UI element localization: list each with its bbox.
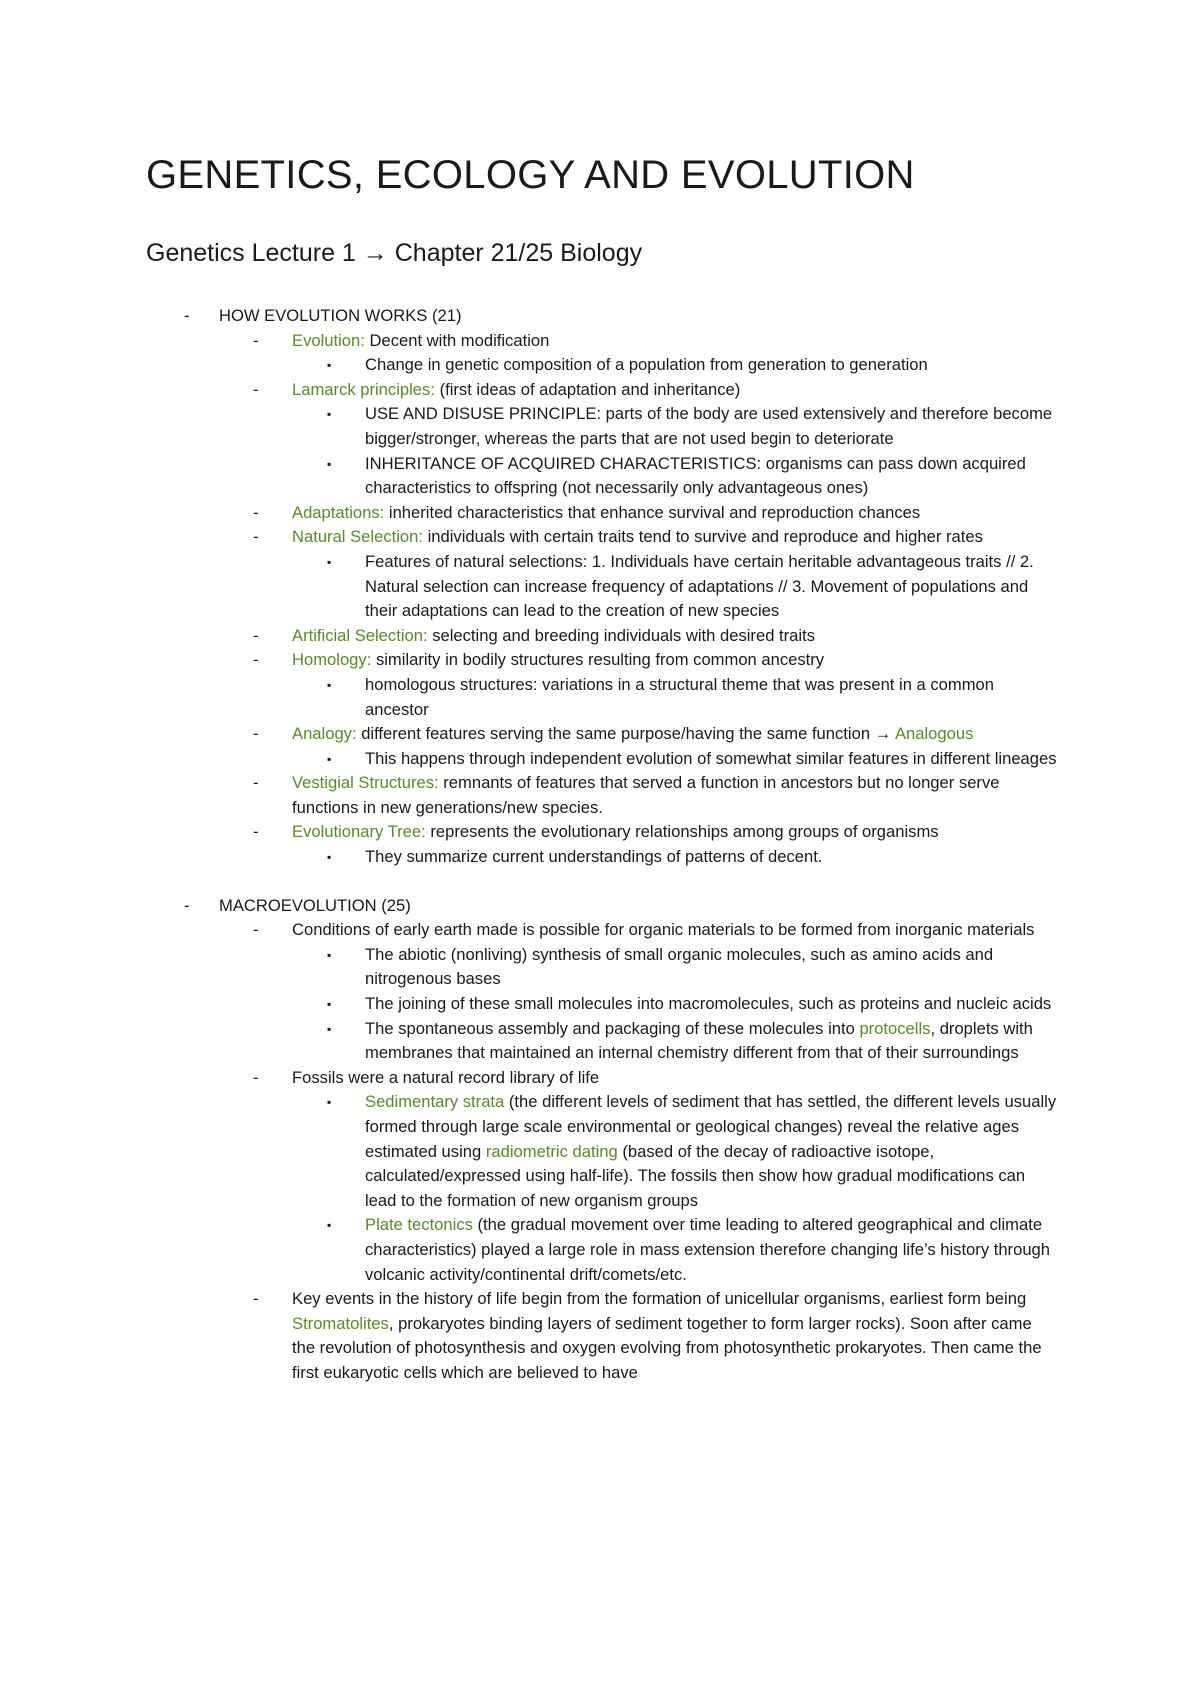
term: Evolution: — [292, 330, 365, 350]
list-item: ▪ USE AND DISUSE PRINCIPLE: parts of the body are used extensively and therefore become bigger/stronger, whereas the parts that are not used begin to deteriorate — [327, 404, 1053, 448]
term: Plate tectonics — [365, 1215, 473, 1235]
list-item: - Fossils were a natural record library of life — [0, 1066, 1059, 1091]
dash-marker: - — [253, 330, 259, 350]
list-item: ▪ Sedimentary strata (the different levels of sediment that has settled, the different levels usually formed through large scale environmental or geological changes) reveal the relative ages estimated using radiometric dating (based of the decay of radioactive isotope, calculated/expressed using half-life). The fossils then show how gradual modifications can lead to the formation of new organism groups — [327, 1092, 1057, 1210]
square-bullet: ▪ — [327, 554, 332, 569]
page-title: GENETICS, ECOLOGY AND EVOLUTION — [146, 153, 915, 197]
list-item: - Evolutionary Tree: represents the evolutionary relationships among groups of organisms — [0, 820, 1059, 845]
list-item: ▪ The abiotic (nonliving) synthesis of small organic molecules, such as amino acids and nitrogenous bases — [327, 944, 994, 989]
term: Homology: — [292, 650, 372, 670]
list-item: ▪ Features of natural selections: 1. Individuals have certain heritable advantageous traits // 2. Natural selection can increase frequency of adaptations // 3. Movement of populations and their adaptations can lead to the creation of new species — [327, 551, 1034, 621]
list-item: ▪ Change in genetic composition of a population from generation to generation — [0, 353, 1059, 378]
dash-marker: - — [253, 724, 259, 744]
term: Natural Selection: — [292, 527, 423, 547]
spacer — [0, 870, 1200, 894]
term: Evolutionary Tree: — [292, 822, 426, 842]
section-heading: - MACROEVOLUTION (25) — [0, 894, 1059, 919]
term: Artificial Selection: — [292, 625, 428, 645]
square-bullet: ▪ — [327, 947, 332, 962]
dash-marker: - — [253, 1289, 259, 1309]
term: radiometric dating — [485, 1141, 618, 1161]
list-item: - Lamarck principles: (first ideas of adaptation and inheritance) — [0, 378, 1059, 403]
list-item: - Conditions of early earth made is possible for organic materials to be formed from inorganic materials — [0, 918, 1059, 943]
square-bullet: ▪ — [327, 1218, 332, 1233]
dash-marker: - — [253, 920, 259, 940]
list-item: - Evolution: Decent with modification — [0, 329, 1059, 354]
list-item: ▪ INHERITANCE OF ACQUIRED CHARACTERISTICS: organisms can pass down acquired characteristics to offspring (not necessarily only advantageous ones) — [327, 453, 1026, 498]
dash-marker: - — [184, 895, 190, 915]
dash-marker: - — [253, 502, 259, 522]
list-item: - Key events in the history of life begin from the formation of unicellular organisms, earliest form being Stromatolites, prokaryotes binding layers of sediment together to form larger rocks). Soon after came the revolution of photosynthesis and oxygen evolving from photosynthetic prokaryotes. Then came the first eukaryotic cells which are believed to have — [253, 1289, 1042, 1382]
list-item: ▪ This happens through independent evolution of somewhat similar features in different lineages — [0, 747, 1059, 772]
square-bullet: ▪ — [327, 358, 332, 373]
dash-marker: - — [253, 379, 259, 399]
list-item: - Homology: similarity in bodily structures resulting from common ancestry — [0, 648, 1059, 673]
list-item: ▪ Plate tectonics (the gradual movement over time leading to altered geographical and climate characteristics) played a large role in mass extension therefore changing life’s history through volcanic activity/continental drift/comets/etc. — [327, 1215, 1051, 1284]
dash-marker: - — [253, 527, 259, 547]
term: Sedimentary strata — [365, 1092, 505, 1112]
list-item: ▪ The spontaneous assembly and packaging of these molecules into protocells, droplets with membranes that maintained an internal chemistry different from that of their surroundings — [327, 1018, 1033, 1063]
dash-marker: - — [253, 773, 259, 793]
dash-marker: - — [253, 625, 259, 645]
dash-marker: - — [253, 1067, 259, 1087]
square-bullet: ▪ — [327, 677, 332, 692]
term: Analogy: — [292, 724, 357, 744]
term: Analogous — [894, 724, 974, 744]
square-bullet: ▪ — [327, 997, 332, 1012]
term: Vestigial Structures: — [292, 773, 439, 793]
page-subtitle: Genetics Lecture 1 → Chapter 21/25 Biology — [146, 239, 643, 267]
square-bullet: ▪ — [327, 1095, 332, 1110]
list-item: ▪ homologous structures: variations in a structural theme that was present in a common ancestor — [327, 674, 995, 719]
term: Stromatolites — [292, 1313, 389, 1333]
square-bullet: ▪ — [327, 407, 332, 422]
square-bullet: ▪ — [327, 751, 332, 766]
square-bullet: ▪ — [327, 456, 332, 471]
term: protocells — [859, 1018, 931, 1038]
list-item: - Adaptations: inherited characteristics that enhance survival and reproduction chances — [0, 501, 1059, 526]
list-item: ▪ The joining of these small molecules into macromolecules, such as proteins and nucleic acids — [0, 992, 1059, 1017]
dash-marker: - — [184, 306, 190, 325]
term: Adaptations: — [292, 502, 385, 522]
list-item: ▪ They summarize current understandings of patterns of decent. — [0, 845, 1059, 870]
square-bullet: ▪ — [327, 1021, 332, 1036]
list-item: - Artificial Selection: selecting and breeding individuals with desired traits — [0, 624, 1059, 649]
dash-marker: - — [253, 650, 259, 670]
term: Lamarck principles: — [292, 379, 435, 399]
notes-body — [0, 304, 1200, 1386]
section-heading: - HOW EVOLUTION WORKS (21) — [0, 304, 1059, 329]
list-item: - Analogy: different features serving the same purpose/having the same function → Analogous — [0, 722, 1059, 747]
square-bullet: ▪ — [327, 850, 332, 865]
list-item: - Vestigial Structures: remnants of features that served a function in ancestors but no longer serve functions in new generations/new species. — [253, 773, 1000, 817]
dash-marker: - — [253, 822, 259, 842]
list-item: - Natural Selection: individuals with certain traits tend to survive and reproduce and higher rates — [0, 525, 1059, 550]
